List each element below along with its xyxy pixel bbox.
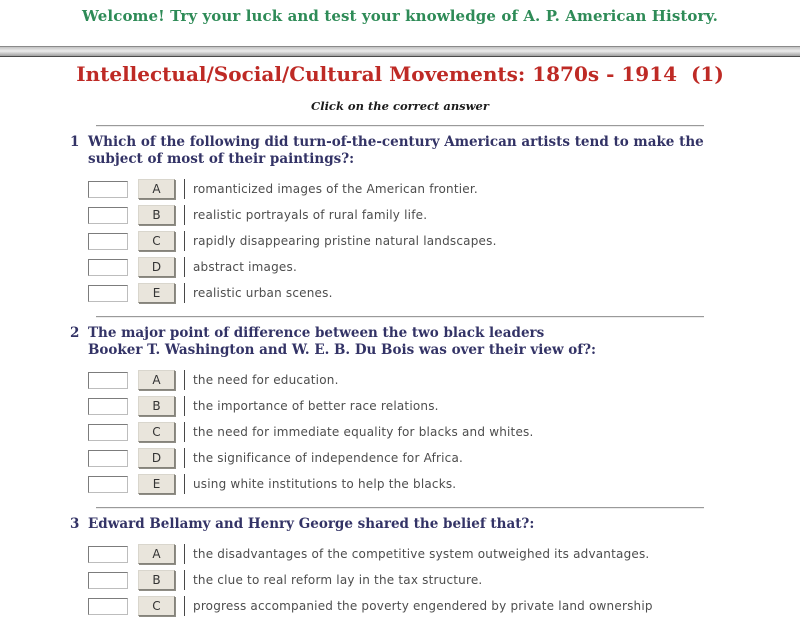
option-text: the clue to real reform lay in the tax structure.	[184, 570, 482, 590]
option-row	[88, 176, 800, 202]
option-text: romanticized images of the American frontier.	[184, 179, 478, 199]
question-number: 3	[70, 516, 80, 532]
quiz-frame	[0, 62, 800, 619]
option-text: the importance of better race relations.	[184, 396, 439, 416]
option-letter-button[interactable]: C	[138, 231, 175, 251]
answer-input[interactable]	[88, 424, 128, 441]
option-row	[88, 367, 800, 393]
option-row	[88, 593, 800, 619]
option-text: rapidly disappearing pristine natural landscapes.	[184, 231, 497, 251]
option-row	[88, 541, 800, 567]
answer-input[interactable]	[88, 372, 128, 389]
question-line: subject of most of their paintings?:	[88, 151, 355, 167]
question-line: Which of the following did turn-of-the-century American artists tend to make the	[88, 134, 704, 150]
option-letter-button[interactable]: A	[138, 370, 175, 390]
option-row	[88, 567, 800, 593]
frame-divider	[0, 46, 800, 57]
question-header	[70, 325, 800, 359]
option-text: the disadvantages of the competitive system outweighed its advantages.	[184, 544, 649, 564]
question-section	[0, 125, 800, 306]
question-section	[0, 316, 800, 497]
option-row	[88, 419, 800, 445]
option-row	[88, 228, 800, 254]
answer-input[interactable]	[88, 572, 128, 589]
question-text	[88, 516, 534, 533]
option-letter-button[interactable]: A	[138, 544, 175, 564]
answer-input[interactable]	[88, 546, 128, 563]
option-row	[88, 471, 800, 497]
question-line: The major point of difference between the two black leaders	[88, 325, 545, 341]
answer-input[interactable]	[88, 285, 128, 302]
answer-input[interactable]	[88, 398, 128, 415]
option-letter-button[interactable]: D	[138, 257, 175, 277]
option-letter-button[interactable]: C	[138, 596, 175, 616]
option-text: realistic portrayals of rural family life.	[184, 205, 427, 225]
options-list	[0, 367, 800, 497]
page-title: Intellectual/Social/Cultural Movements: 1870s - 1914 (1)	[76, 62, 724, 86]
option-letter-button[interactable]: D	[138, 448, 175, 468]
answer-input[interactable]	[88, 450, 128, 467]
option-text: the need for education.	[184, 370, 339, 390]
answer-input[interactable]	[88, 181, 128, 198]
option-letter-button[interactable]: B	[138, 570, 175, 590]
question-number: 2	[70, 325, 80, 341]
option-letter-button[interactable]: E	[138, 283, 175, 303]
option-row	[88, 393, 800, 419]
answer-input[interactable]	[88, 476, 128, 493]
question-header	[70, 134, 800, 168]
question-text	[88, 325, 596, 359]
option-row	[88, 254, 800, 280]
option-letter-button[interactable]: C	[138, 422, 175, 442]
question-line: Booker T. Washington and W. E. B. Du Bois was over their view of?:	[88, 342, 596, 358]
option-text: abstract images.	[184, 257, 297, 277]
options-list	[0, 176, 800, 306]
option-row	[88, 202, 800, 228]
option-letter-button[interactable]: E	[138, 474, 175, 494]
option-letter-button[interactable]: B	[138, 205, 175, 225]
question-header	[70, 516, 800, 533]
question-line: Edward Bellamy and Henry George shared the belief that?:	[88, 516, 535, 532]
option-text: progress accompanied the poverty engendered by private land ownership	[184, 596, 653, 616]
option-text: the need for immediate equality for blacks and whites.	[184, 422, 534, 442]
option-letter-button[interactable]: A	[138, 179, 175, 199]
option-row	[88, 445, 800, 471]
instruction-text: Click on the correct answer	[311, 99, 489, 113]
question-text	[88, 134, 704, 168]
option-letter-button[interactable]: B	[138, 396, 175, 416]
options-list	[0, 541, 800, 619]
welcome-text: Welcome! Try your luck and test your knowledge of A. P. American History.	[82, 7, 718, 25]
welcome-banner-frame	[0, 0, 800, 46]
answer-input[interactable]	[88, 233, 128, 250]
section-divider-rule	[96, 316, 704, 318]
question-number: 1	[70, 134, 80, 150]
answer-input[interactable]	[88, 259, 128, 276]
option-text: realistic urban scenes.	[184, 283, 333, 303]
answer-input[interactable]	[88, 598, 128, 615]
section-divider-rule	[96, 507, 704, 509]
option-text: using white institutions to help the blacks.	[184, 474, 456, 494]
answer-input[interactable]	[88, 207, 128, 224]
section-divider-rule	[96, 125, 704, 127]
option-text: the significance of independence for Africa.	[184, 448, 463, 468]
option-row	[88, 280, 800, 306]
questions-list	[0, 125, 800, 619]
question-section	[0, 507, 800, 619]
